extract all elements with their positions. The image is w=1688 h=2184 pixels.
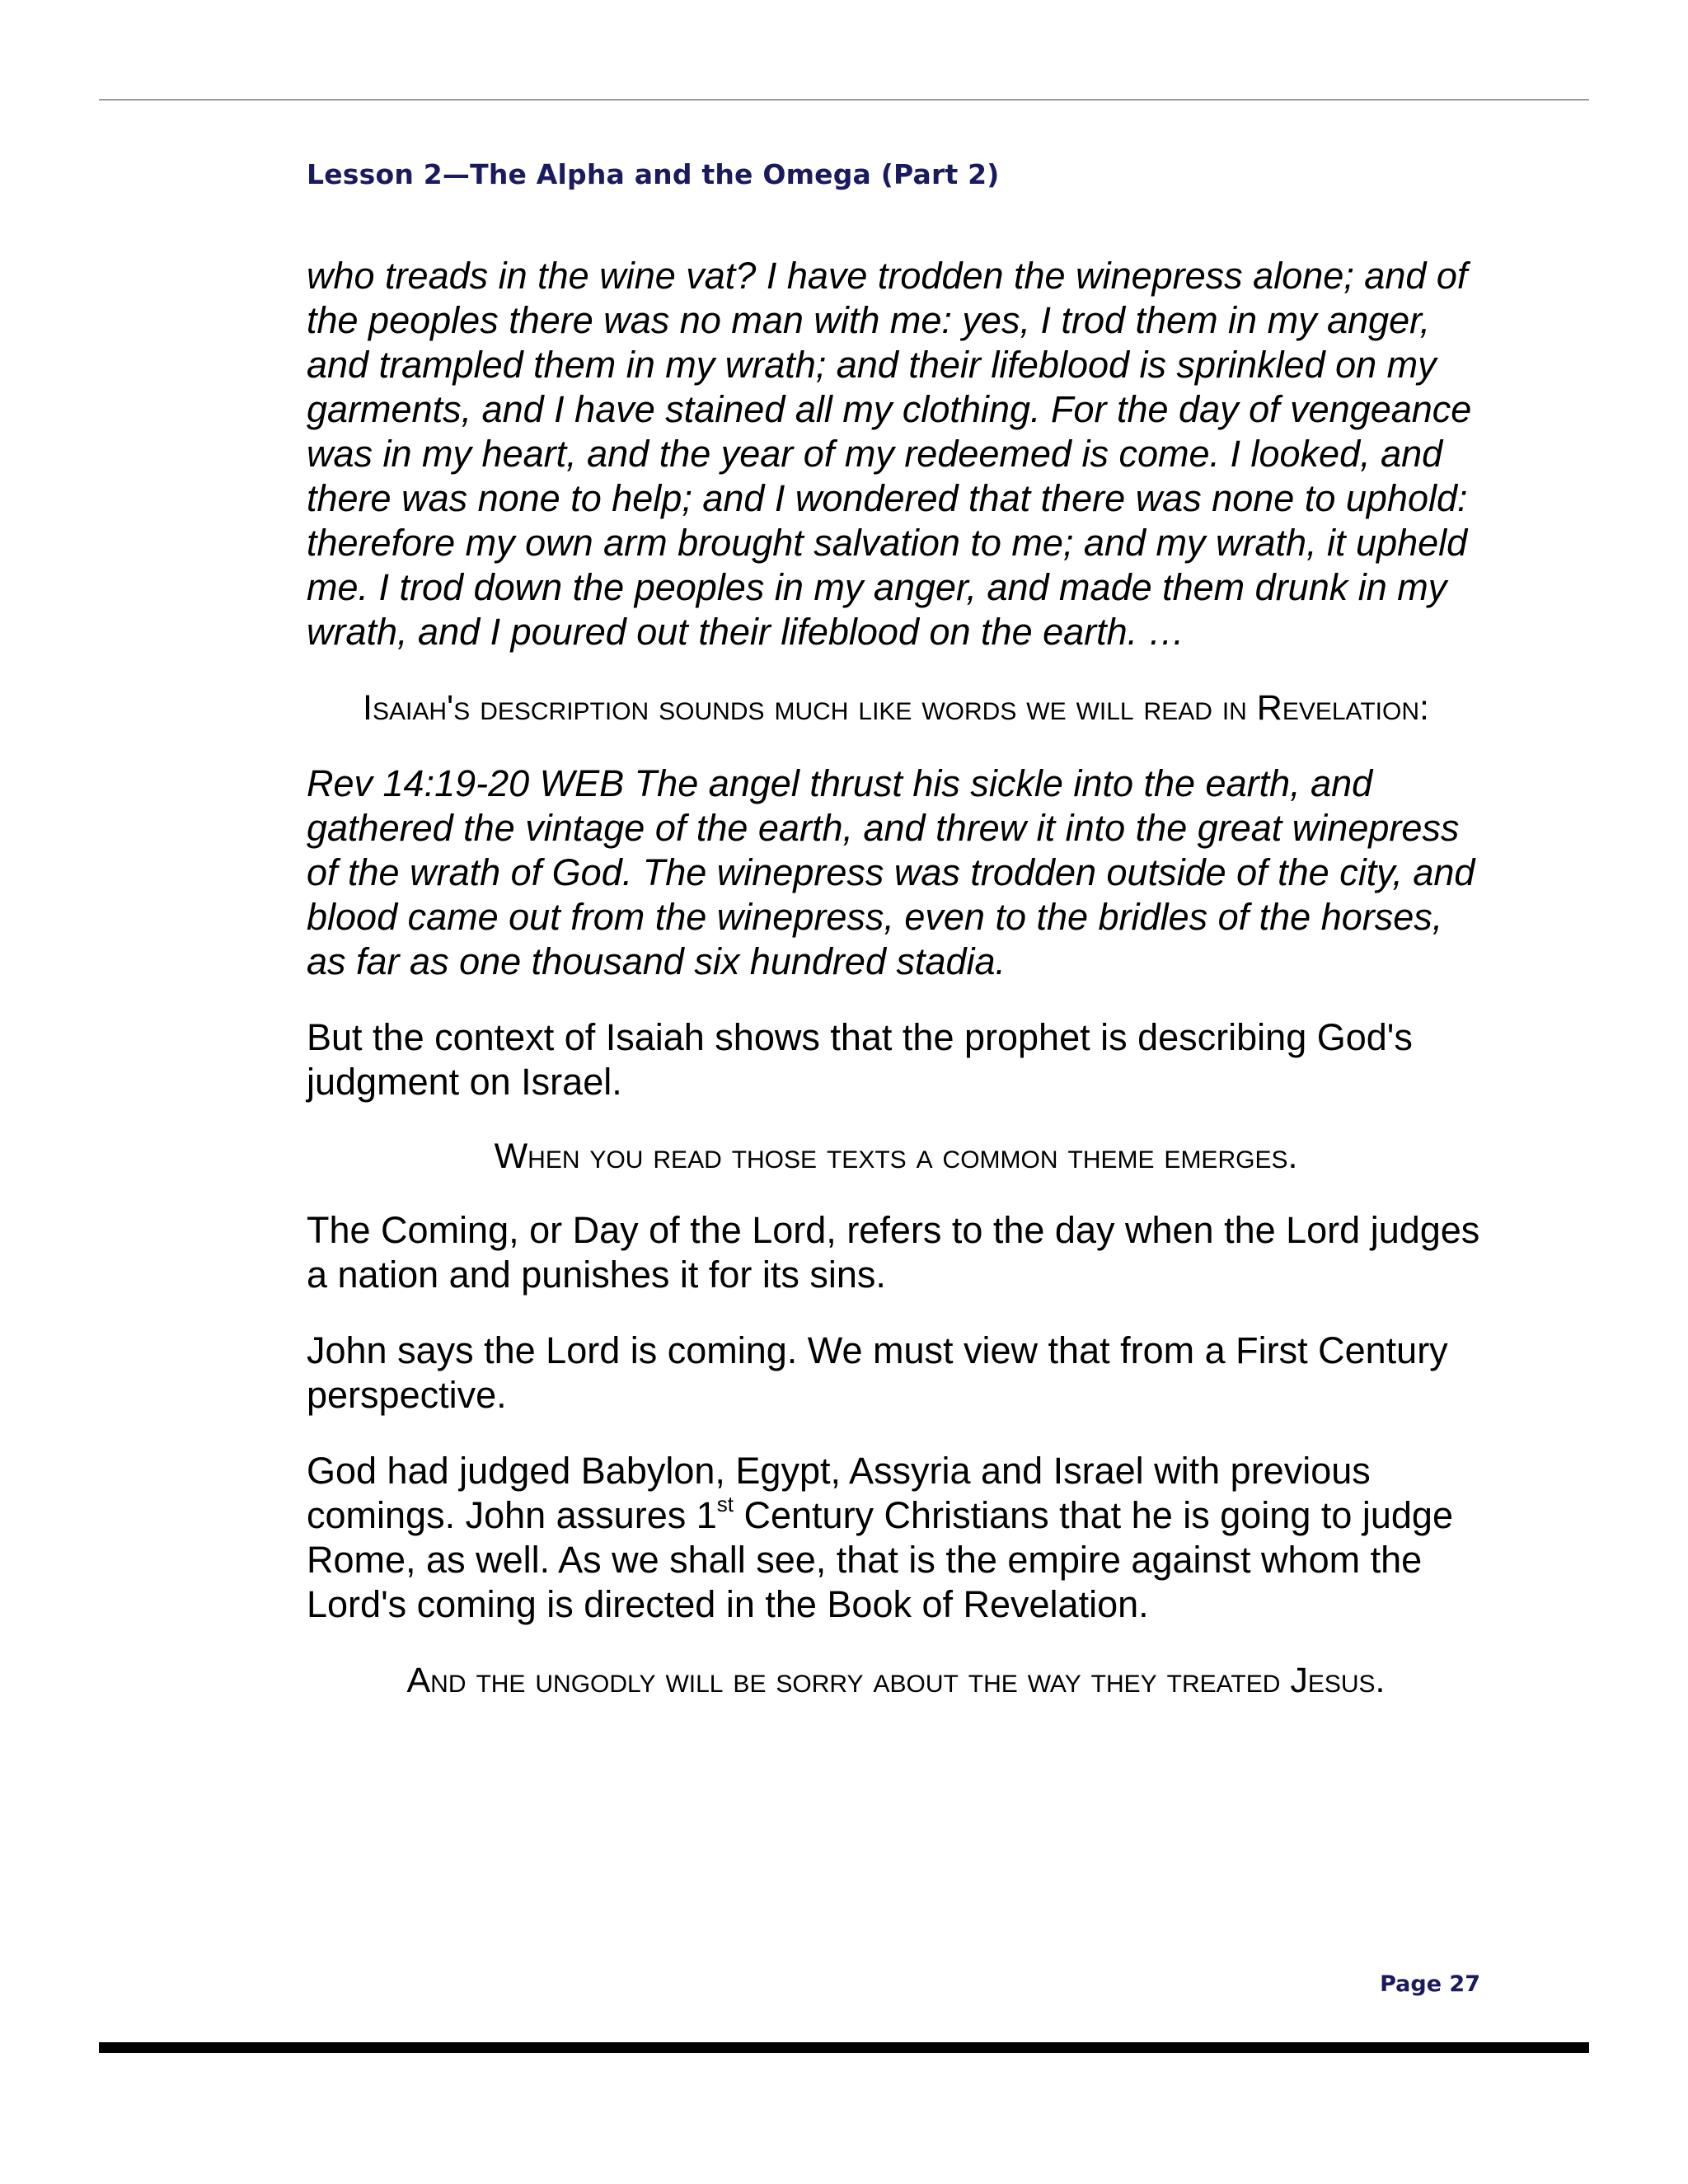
top-divider xyxy=(99,99,1589,101)
page-number: Page 27 xyxy=(1380,1971,1480,1997)
body-paragraph-context: But the context of Isaiah shows that the prophet is describing God's judgment on Israel. xyxy=(307,1016,1413,1103)
page-body xyxy=(307,254,1485,1703)
scripture-quote-isaiah: who treads in the wine vat? I have trodden the winepress alone; and of the peoples there was no man with me: yes, I trod them in my anger, and trampled them in my wrath; and their lifeblood is sprinkled on my garments, and I have stained all my clothing. For the day of vengeance was in my heart, and the year of my redeemed is come. I looked, and there was none to help; and I wondered that there was none to uphold: therefore my own arm brought salvation to me; and my wrath, it upheld me. I trod down the peoples in my anger, and made them drunk in my wrath, and I poured out their lifeblood on the earth. … xyxy=(307,255,1472,653)
scripture-quote-revelation: Rev 14:19-20 WEB The angel thrust his sickle into the earth, and gathered the vintage of the earth, and threw it into the great winepress of the wrath of God. The winepress was trodden outside of the city, and blood came out from the winepress, even to the bridles of the horses, as far as one thousand six hundred stadia. xyxy=(307,762,1475,982)
body-paragraph-judgment-rome xyxy=(307,1449,1485,1627)
body-paragraph-day-of-lord: The Coming, or Day of the Lord, refers to the day when the Lord judges a nation and punishes it for its sins. xyxy=(307,1209,1480,1296)
bottom-divider xyxy=(99,2042,1589,2053)
ordinal-superscript: st xyxy=(716,1492,734,1516)
body-text-part: Century Christians that he is going to judge Rome, as well. As we shall see, that is the empire against whom the Lord's coming is directed in the Book of Revelation. xyxy=(307,1494,1453,1625)
section-heading-common-theme: When you read those texts a common theme emerges. xyxy=(494,1137,1298,1176)
body-paragraph-first-century: John says the Lord is coming. We must view that from a First Century perspective. xyxy=(307,1329,1448,1416)
body-text-part: God had judged Babylon, Egypt, Assyria and Israel with previous comings. John assures 1 xyxy=(307,1450,1371,1536)
running-header-title: Lesson 2—The Alpha and the Omega (Part 2) xyxy=(307,158,1000,190)
section-heading-isaiah-description: Isaiah's description sounds much like words we will read in Revelation: xyxy=(363,688,1429,728)
section-heading-ungodly-sorry: And the ungodly will be sorry about the way they treated Jesus. xyxy=(406,1661,1386,1700)
